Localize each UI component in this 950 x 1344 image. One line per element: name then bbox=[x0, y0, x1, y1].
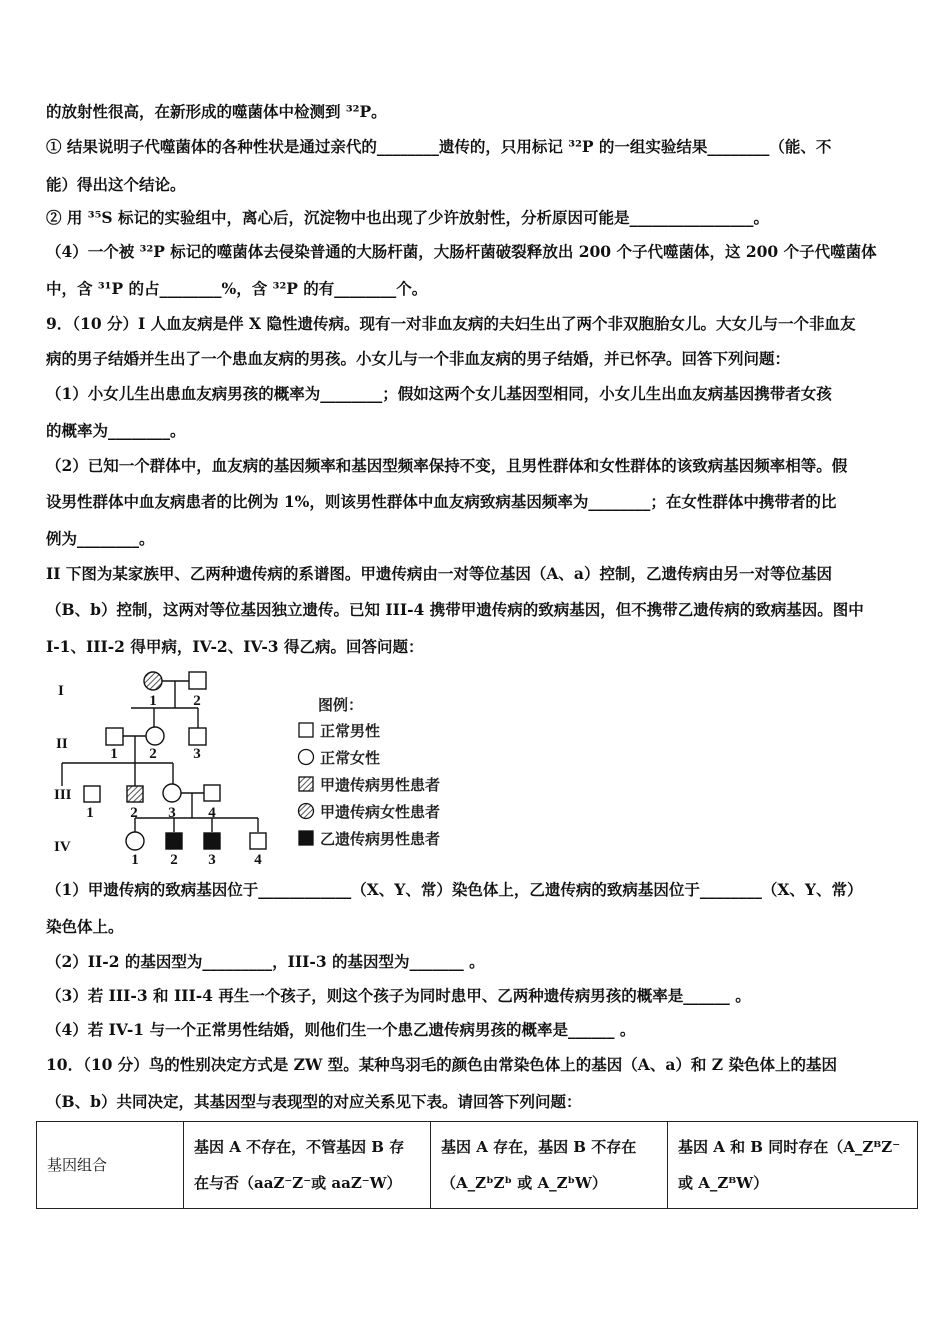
cell-line: 基因 A 不存在，不管基因 B 存 bbox=[194, 1138, 405, 1156]
person-IV-4-normal-male bbox=[250, 833, 266, 849]
l19: （2）II-2 的基因型为_________，III-3 的基因型为_______ 。 bbox=[46, 952, 485, 971]
num-III-2: 2 bbox=[130, 805, 138, 821]
l10: 的概率为________。 bbox=[46, 421, 186, 440]
l11: （2）已知一个群体中，血友病的基因频率和基因型频率保持不变，且男性群体和女性群体的该致病基因频率相等。假 bbox=[46, 456, 848, 475]
l1: 的放射性很高，在新形成的噬菌体中检测到 ³²P。 bbox=[46, 102, 387, 121]
l15: （B、b）控制，这两对等位基因独立遗传。已知 III-4 携带甲遗传病的致病基因，但不携带乙遗传病的致病基因。图中 bbox=[46, 600, 864, 619]
table-header-cell: 基因组合 bbox=[37, 1122, 184, 1209]
l4: ② 用 ³⁵S 标记的实验组中，离心后，沉淀物中也出现了少许放射性，分析原因可能是________________。 bbox=[46, 208, 769, 227]
person-I-2-normal-male bbox=[189, 672, 206, 689]
person-IV-2-affected-b-male bbox=[166, 833, 182, 849]
table-cell bbox=[668, 1122, 918, 1209]
person-III-1-normal-male bbox=[84, 786, 100, 802]
genotype-table bbox=[36, 1121, 918, 1209]
pedigree-chart bbox=[46, 668, 486, 873]
legend-a-female-label: 甲遗传病女性患者 bbox=[320, 803, 441, 821]
legend-a-female-icon bbox=[299, 804, 314, 819]
num-IV-2: 2 bbox=[170, 852, 178, 868]
person-IV-1-normal-female bbox=[126, 832, 144, 850]
l18: 染色体上。 bbox=[46, 917, 124, 936]
l7: 9．（10 分）I 人血友病是伴 X 隐性遗传病。现有一对非血友病的夫妇生出了两个非双胞胎女儿。大女儿与一个非血友 bbox=[46, 314, 856, 333]
gen-label-IV: IV bbox=[54, 839, 71, 855]
legend-b-male-icon bbox=[299, 831, 313, 845]
l8: 病的男子结婚并生出了一个患血友病的男孩。小女儿与一个非血友病的男子结婚，并已怀孕。回答下列问题： bbox=[46, 349, 791, 368]
legend-normal-female-icon bbox=[299, 750, 314, 765]
gen-label-III: III bbox=[54, 787, 72, 803]
l13: 例为________。 bbox=[46, 529, 155, 548]
num-I-2: 2 bbox=[193, 693, 201, 709]
l20: （3）若 III-3 和 III-4 再生一个孩子，则这个孩子为同时患甲、乙两种遗传病男孩的概率是______ 。 bbox=[46, 986, 751, 1005]
num-III-3: 3 bbox=[168, 805, 176, 821]
person-II-2-normal-female bbox=[146, 727, 164, 745]
l12: 设男性群体中血友病患者的比例为 1%，则该男性群体中血友病致病基因频率为________；在女性群体中携带者的比 bbox=[46, 492, 837, 511]
cell-line: （A_ZᵇZᵇ 或 A_ZᵇW） bbox=[441, 1174, 607, 1192]
cell-line: 基因 A 和 B 同时存在（A_ZᴮZ⁻ bbox=[678, 1138, 901, 1156]
person-III-2-affected-a-male bbox=[127, 786, 143, 802]
person-I-1-affected-a-female bbox=[144, 672, 162, 690]
gen-label-I: I bbox=[58, 683, 64, 699]
person-III-4-normal-male bbox=[204, 785, 220, 801]
num-II-3: 3 bbox=[193, 746, 201, 762]
l9: （1）小女儿生出患血友病男孩的概率为________；假如这两个女儿基因型相同，小女儿生出血友病基因携带者女孩 bbox=[46, 384, 832, 403]
l2: ① 结果说明子代噬菌体的各种性状是通过亲代的________遗传的，只用标记 ³²P 的一组实验结果________（能、不 bbox=[46, 137, 832, 156]
num-IV-3: 3 bbox=[208, 852, 216, 868]
cell-line: 或 A_ZᴮW） bbox=[678, 1174, 769, 1192]
person-II-3-normal-male bbox=[189, 728, 206, 745]
l23: （B、b）共同决定，其基因型与表现型的对应关系见下表。请回答下列问题： bbox=[46, 1092, 582, 1111]
table-cell bbox=[184, 1122, 431, 1209]
cell-line: 在与否（aaZ⁻Z⁻或 aaZ⁻W） bbox=[194, 1174, 402, 1192]
l21: （4）若 IV-1 与一个正常男性结婚，则他们生一个患乙遗传病男孩的概率是______ 。 bbox=[46, 1020, 636, 1039]
l5: （4）一个被 ³²P 标记的噬菌体去侵染普通的大肠杆菌，大肠杆菌破裂释放出 200 个子代噬菌体，这 200 个子代噬菌体 bbox=[46, 242, 877, 261]
l14: II 下图为某家族甲、乙两种遗传病的系谱图。甲遗传病由一对等位基因（A、a）控制，乙遗传病由另一对等位基因 bbox=[46, 564, 832, 583]
legend bbox=[299, 696, 441, 848]
legend-normal-male-icon bbox=[299, 723, 313, 737]
legend-b-male-label: 乙遗传病男性患者 bbox=[320, 830, 441, 848]
legend-a-male-icon bbox=[299, 777, 313, 791]
legend-a-male-label: 甲遗传病男性患者 bbox=[320, 776, 441, 794]
person-III-3-normal-female bbox=[163, 784, 181, 802]
num-II-2: 2 bbox=[149, 746, 157, 762]
legend-normal-female-label: 正常女性 bbox=[320, 749, 381, 767]
l22: 10．（10 分）鸟的性别决定方式是 ZW 型。某种鸟羽毛的颜色由常染色体上的基因（A、a）和 Z 染色体上的基因 bbox=[46, 1055, 837, 1074]
legend-normal-male-label: 正常男性 bbox=[320, 722, 381, 740]
num-I-1: 1 bbox=[149, 693, 157, 709]
gen-label-II: II bbox=[56, 736, 68, 752]
table-cell bbox=[431, 1122, 668, 1209]
person-IV-3-affected-b-male bbox=[204, 833, 220, 849]
num-III-4: 4 bbox=[208, 805, 216, 821]
num-II-1: 1 bbox=[110, 746, 118, 762]
num-IV-1: 1 bbox=[131, 852, 139, 868]
cell-line: 基因 A 存在，基因 B 不存在 bbox=[441, 1138, 637, 1156]
l17: （1）甲遗传病的致病基因位于____________（X、Y、常）染色体上，乙遗传病的致病基因位于________（X、Y、常） bbox=[46, 880, 863, 899]
table-row bbox=[37, 1122, 918, 1209]
num-IV-4: 4 bbox=[254, 852, 262, 868]
legend-title: 图例： bbox=[318, 696, 364, 714]
l6: 中，含 ³¹P 的占________%，含 ³²P 的有________个。 bbox=[46, 279, 428, 298]
l16: I-1、III-2 得甲病，IV-2、IV-3 得乙病。回答问题： bbox=[46, 637, 424, 656]
l3: 能）得出这个结论。 bbox=[46, 175, 186, 194]
num-III-1: 1 bbox=[86, 805, 94, 821]
person-II-1-normal-male bbox=[106, 728, 123, 745]
